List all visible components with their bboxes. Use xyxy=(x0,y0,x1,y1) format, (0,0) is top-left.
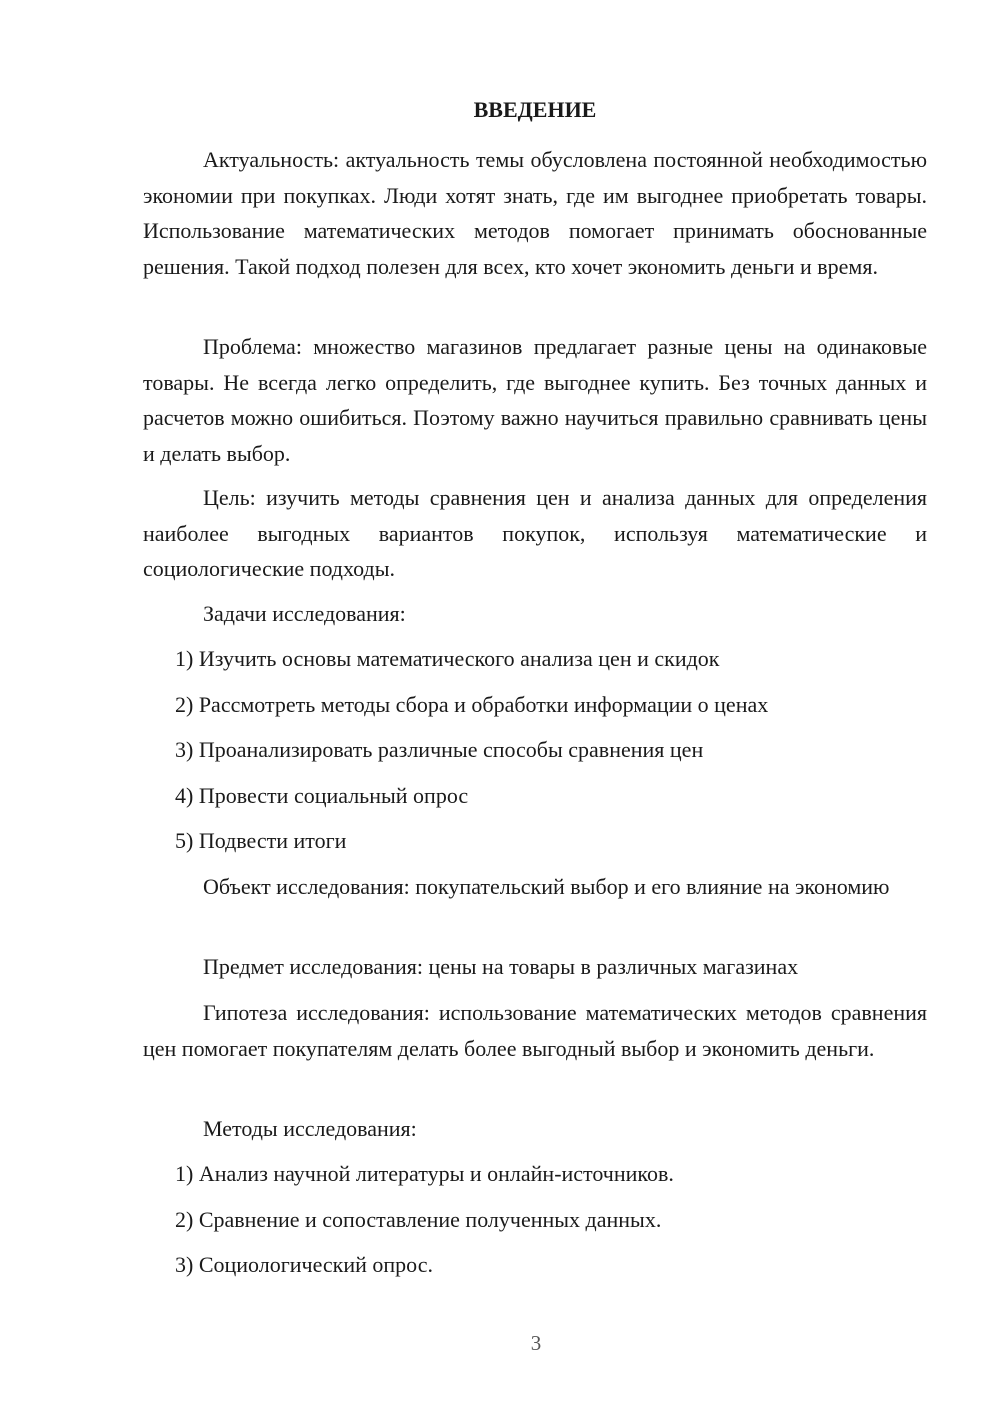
list-item: 1) Анализ научной литературы и онлайн-источников. xyxy=(175,1161,674,1186)
list-item: 2) Сравнение и сопоставление полученных данных. xyxy=(175,1206,662,1232)
list-item: 4) Провести социальный опрос xyxy=(175,782,469,808)
page-number: 3 xyxy=(530,1331,542,1355)
paragraph-problem: Проблема: множество магазинов предлагает разные цены на одинаковые товары. Не всегда легко определить, где выгоднее купить. Без точных данных и расчетов можно ошибиться. Поэтому важно научиться правильно сравнивать цены и делать выбор. xyxy=(143,334,927,466)
methods-list xyxy=(143,1156,927,1283)
list-item: 3) Проанализировать различные способы сравнения цен xyxy=(175,737,704,762)
paragraph-object: Объект исследования: покупательский выбор и его влияние на экономию xyxy=(203,874,890,899)
list-item: 5) Подвести итоги xyxy=(175,828,347,853)
list-item: 2) Рассмотреть методы сбора и обработки информации о ценах xyxy=(175,691,769,717)
paragraph-subject: Предмет исследования: цены на товары в различных магазинах xyxy=(203,954,799,979)
page-title: ВВЕДЕНИЕ xyxy=(473,97,597,122)
list-item: 3) Социологический опрос. xyxy=(175,1252,433,1277)
tasks-title: Задачи исследования: xyxy=(203,601,406,626)
paragraph-relevance: Актуальность: актуальность темы обусловлена постоянной необходимостью экономии при покупках. Люди хотят знать, где им выгоднее приобретать товары. Использование математических методов помогает принимать обоснованные решения. Такой подход полезен для всех, кто хочет экономить деньги и время. xyxy=(143,147,927,279)
paragraph-goal: Цель: изучить методы сравнения цен и анализа данных для определения наиболее выгодных вариантов покупок, используя математические и социологические подходы. xyxy=(143,485,927,581)
tasks-list xyxy=(143,641,927,859)
methods-title: Методы исследования: xyxy=(203,1116,417,1141)
paragraph-hypothesis: Гипотеза исследования: использование математических методов сравнения цен помогает покупателям делать более выгодный выбор и экономить деньги. xyxy=(143,1000,927,1061)
list-item: 1) Изучить основы математического анализа цен и скидок xyxy=(175,646,720,671)
